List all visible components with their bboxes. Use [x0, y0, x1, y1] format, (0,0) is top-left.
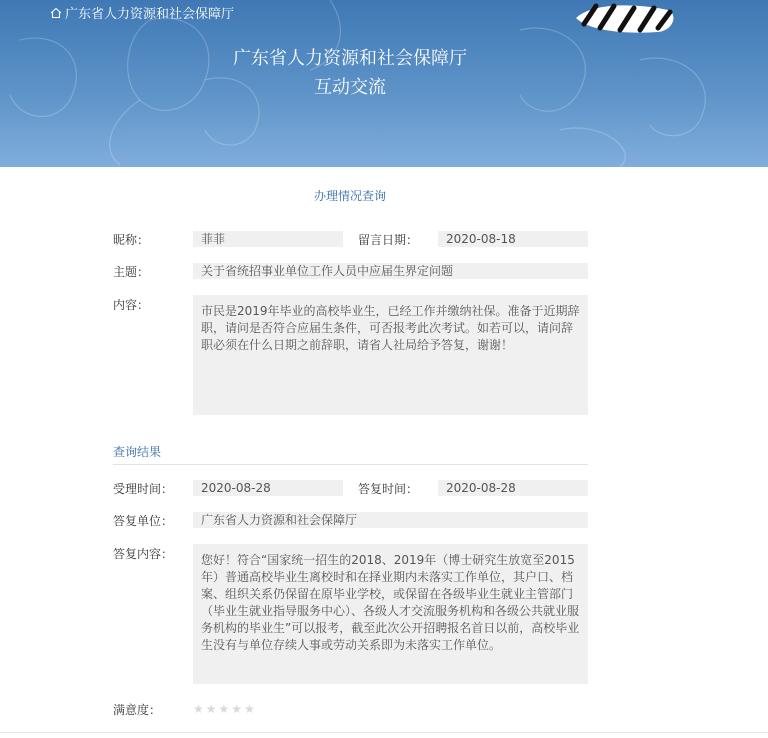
accept-time-label: 受理时间： [113, 482, 174, 496]
breadcrumb-link[interactable]: 广东省人力资源和社会保障厅 [65, 7, 235, 22]
subject-value: 关于省统招事业单位工作人员中应届生界定问题 [193, 263, 588, 279]
nickname-value: 菲菲 [193, 231, 343, 247]
content-value: 市民是2019年毕业的高校毕业生，已经工作并缴纳社保。准备于近期辞职，请问是否符合应届生条件，可否报考此次考试。如若可以，请问辞职必须在什么日期之前辞职，请省人社局给予答复，谢谢！ [193, 295, 588, 415]
satisfaction-label: 满意度： [113, 703, 162, 717]
star-icon[interactable]: ★ [193, 702, 204, 716]
section-title: 办理情况查询 [313, 189, 386, 203]
subject-label: 主题： [113, 265, 150, 279]
star-icon[interactable]: ★ [231, 702, 243, 716]
reply-time-value: 2020-08-28 [438, 480, 588, 496]
result-divider [113, 464, 588, 465]
date-label: 留言日期： [358, 233, 419, 247]
reply-content-value: 您好！符合“国家统一招生的2018、2019年（博士研究生放宽至2015年）普通高校毕业生离校时和在择业期内未落实工作单位，其户口、档案、组织关系仍保留在原毕业学校，或保留在各级毕业生就业主管部门（毕业生就业指导服务中心）、各级人才交流服务机构和各级公共就业服务机构的毕业生”可以报考，截至此次公开招聘报名首日以前，高校毕业生没有与单位存续人事或劳动关系即为未落实工作单位。 [193, 544, 588, 684]
header-banner [0, 0, 768, 167]
site-subtitle: 互动交流 [314, 77, 386, 98]
satisfaction-rating[interactable] [193, 703, 255, 715]
star-icon[interactable]: ★ [218, 702, 230, 716]
home-icon[interactable] [50, 7, 62, 19]
reply-time-label: 答复时间： [358, 482, 419, 496]
breadcrumb[interactable] [50, 3, 234, 22]
star-icon[interactable]: ★ [205, 702, 217, 716]
star-icon[interactable]: ★ [244, 702, 255, 716]
footer-divider [0, 732, 768, 733]
site-title: 广东省人力资源和社会保障厅 [233, 48, 467, 69]
nickname-label: 昵称： [113, 233, 150, 247]
date-value: 2020-08-18 [438, 231, 588, 247]
accept-time-value: 2020-08-28 [193, 480, 343, 496]
reply-unit-label: 答复单位： [113, 514, 174, 528]
reply-unit-value: 广东省人力资源和社会保障厅 [193, 512, 588, 528]
redaction-scribble [570, 0, 680, 36]
result-heading: 查询结果 [113, 445, 162, 459]
content-label: 内容： [113, 298, 150, 312]
reply-content-label: 答复内容： [113, 547, 174, 561]
